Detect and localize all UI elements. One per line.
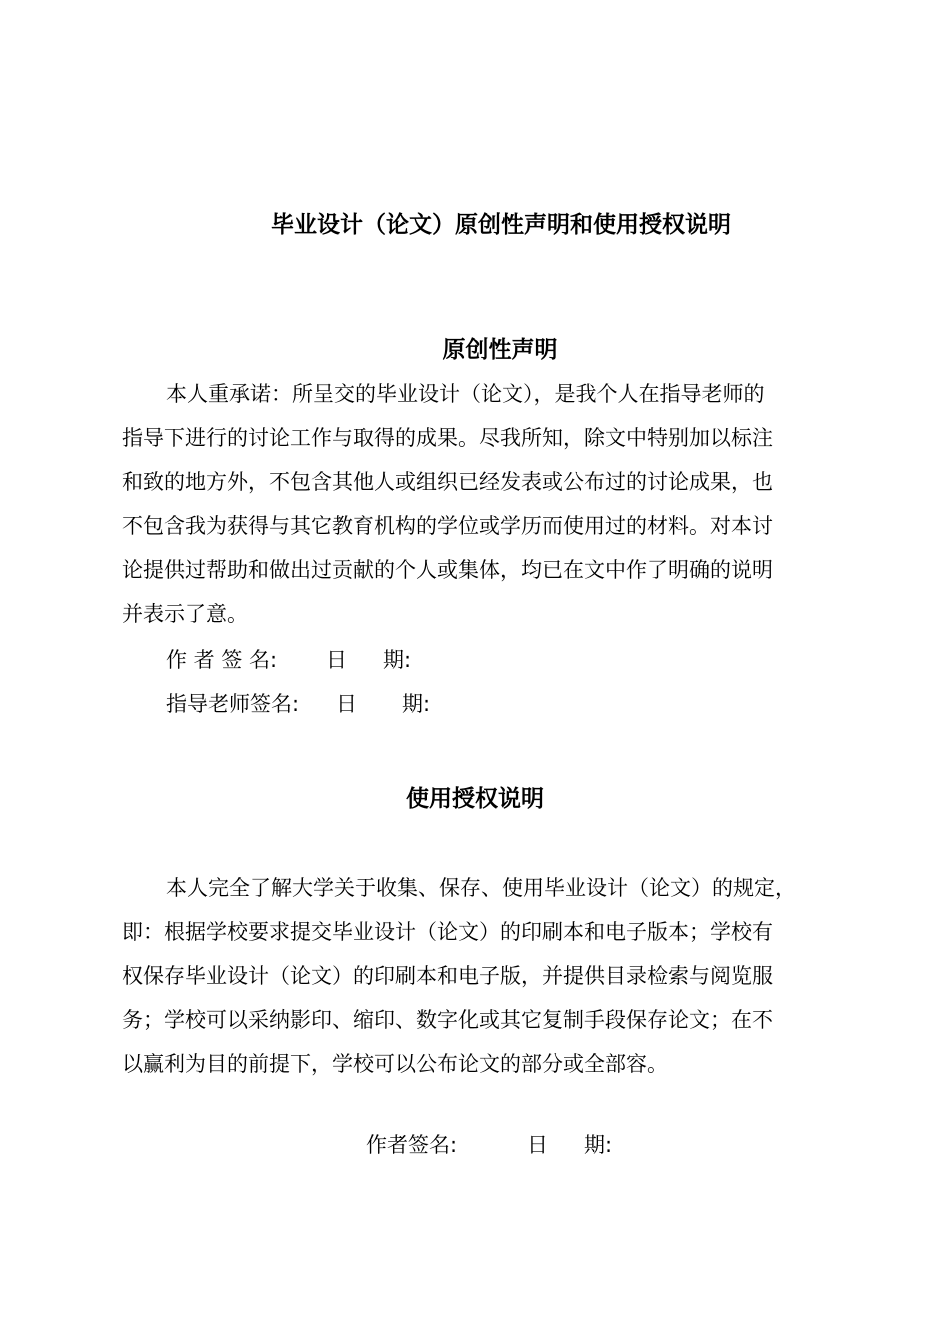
paragraph-line: 即：根据学校要求提交毕业设计（论文）的印刷本和电子版本；学校有 bbox=[122, 920, 773, 944]
authorization-date-label bbox=[527, 1130, 548, 1160]
date-char-1: 日 bbox=[527, 1133, 548, 1157]
originality-paragraph bbox=[122, 372, 832, 636]
paragraph-line: 务；学校可以采纳影印、缩印、数字化或其它复制手段保存论文；在不 bbox=[122, 1008, 773, 1032]
paragraph-line: 和致的地方外，不包含其他人或组织已经发表或公布过的讨论成果，也 bbox=[122, 470, 773, 494]
authorization-date-label-2 bbox=[584, 1130, 612, 1160]
paragraph-line: 论提供过帮助和做出过贡献的个人或集体，均已在文中作了明确的说明 bbox=[122, 558, 773, 582]
paragraph-line: 本人完全了解大学关于收集、保存、使用毕业设计（论文）的规定， bbox=[166, 876, 796, 900]
author-date-label bbox=[326, 645, 347, 675]
paragraph-line: 并表示了意。 bbox=[122, 602, 248, 626]
date-char-1: 日 bbox=[326, 648, 347, 672]
authorization-heading: 使用授权说明 bbox=[406, 786, 544, 812]
authorization-paragraph bbox=[122, 866, 832, 1086]
paragraph-line: 权保存毕业设计（论文）的印刷本和电子版，并提供目录检索与阅览服 bbox=[122, 964, 773, 988]
date-char-2: 期: bbox=[383, 648, 412, 672]
paragraph-line: 不包含我为获得与其它教育机构的学位或学历而使用过的材料。对本讨 bbox=[122, 514, 773, 538]
advisor-signature-line bbox=[166, 689, 299, 719]
author-date-label-2 bbox=[383, 645, 411, 675]
date-char-1: 日 bbox=[336, 692, 357, 716]
author-signature-label: 作 者 签 名: bbox=[166, 648, 278, 672]
author-signature-line bbox=[166, 645, 277, 675]
paragraph-line: 指导下进行的讨论工作与取得的成果。尽我所知，除文中特别加以标注 bbox=[122, 426, 773, 450]
paragraph-line: 以赢利为目的前提下，学校可以公布论文的部分或全部容。 bbox=[122, 1052, 668, 1076]
paragraph-line: 本人重承诺：所呈交的毕业设计（论文），是我个人在指导老师的 bbox=[166, 382, 765, 406]
advisor-date-label bbox=[336, 689, 357, 719]
authorization-signature-label: 作者签名: bbox=[366, 1133, 458, 1157]
originality-heading: 原创性声明 bbox=[442, 337, 558, 363]
advisor-signature-label: 指导老师签名: bbox=[166, 692, 300, 716]
advisor-date-label-2 bbox=[402, 689, 430, 719]
document-title: 毕业设计（论文）原创性声明和使用授权说明 bbox=[271, 212, 731, 238]
authorization-signature-line bbox=[366, 1130, 457, 1160]
date-char-2: 期: bbox=[402, 692, 431, 716]
date-char-2: 期: bbox=[584, 1133, 613, 1157]
